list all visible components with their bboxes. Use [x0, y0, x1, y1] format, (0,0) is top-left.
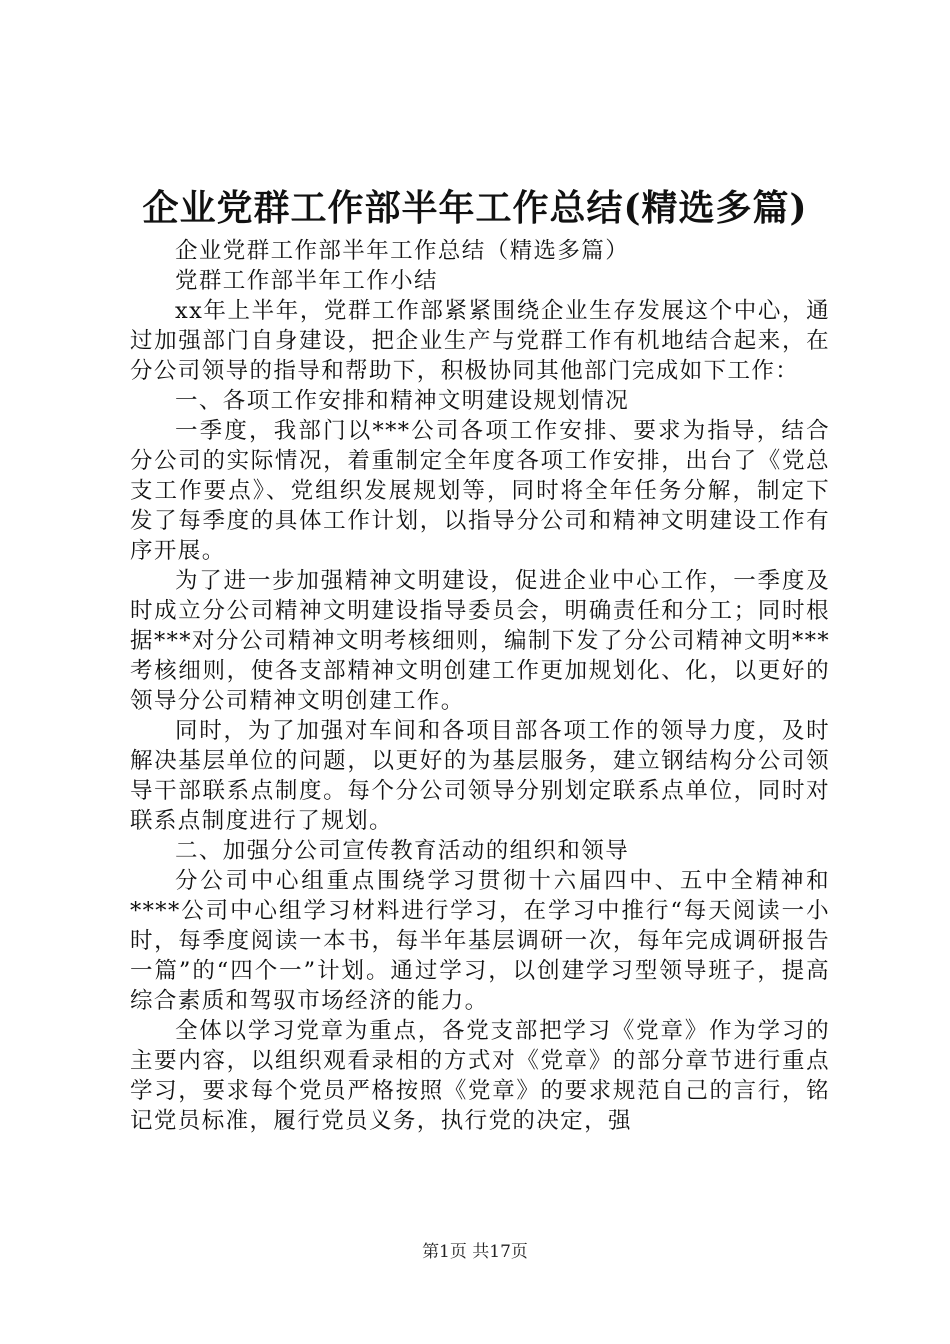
body-paragraph: 分公司中心组重点围绕学习贯彻十六届四中、五中全精神和****公司中心组学习材料进行学习，在学习中推行“每天阅读一小时，每季度阅读一本书，每半年基层调研一次，每年完成调研报告一篇”的“四个一”计划。通过学习，以创建学习型领导班子，提高综合素质和驾驭市场经济的能力。 [130, 868, 830, 1014]
body-paragraph: 全体以学习党章为重点，各党支部把学习《党章》作为学习的主要内容，以组织观看录相的方式对《党章》的部分章节进行重点学习，要求每个党员严格按照《党章》的要求规范自己的言行，铭记党员标准，履行党员义务，执行党的决定，强 [130, 1018, 830, 1134]
section-heading: 一、各项工作安排和精神文明建设规划情况 [175, 388, 630, 414]
body-paragraph: xx年上半年，党群工作部紧紧围绕企业生存发展这个中心，通过加强部门自身建设，把企业生产与党群工作有机地结合起来，在分公司领导的指导和帮助下，积极协同其他部门完成如下工作： [130, 298, 830, 384]
body-paragraph: 一季度，我部门以***公司各项工作安排、要求为指导，结合分公司的实际情况，着重制定全年度各项工作安排，出台了《党总支工作要点》、党组织发展规划等，同时将全年任务分解，制定下发了每季度的具体工作计划，以指导分公司和精神文明建设工作有序开展。 [130, 418, 830, 564]
page-number-footer: 第1页 共17页 [422, 1242, 528, 1262]
section-heading: 党群工作部半年工作小结 [175, 268, 438, 294]
body-paragraph: 同时，为了加强对车间和各项目部各项工作的领导力度，及时解决基层单位的问题，以更好的为基层服务，建立钢结构分公司领导干部联系点制度。每个分公司领导分别划定联系点单位，同时对联系点制度进行了规划。 [130, 718, 830, 834]
document-title: 企业党群工作部半年工作总结(精选多篇) [142, 187, 808, 229]
section-heading: 二、加强分公司宣传教育活动的组织和领导 [175, 838, 630, 864]
subtitle-paragraph: 企业党群工作部半年工作总结（精选多篇） [175, 238, 630, 264]
document-body [130, 236, 830, 1136]
body-paragraph: 为了进一步加强精神文明建设，促进企业中心工作，一季度及时成立分公司精神文明建设指导委员会，明确责任和分工；同时根据***对分公司精神文明考核细则，编制下发了分公司精神文明***考核细则，使各支部精神文明创建工作更加规划化、化，以更好的领导分公司精神文明创建工作。 [130, 568, 830, 714]
